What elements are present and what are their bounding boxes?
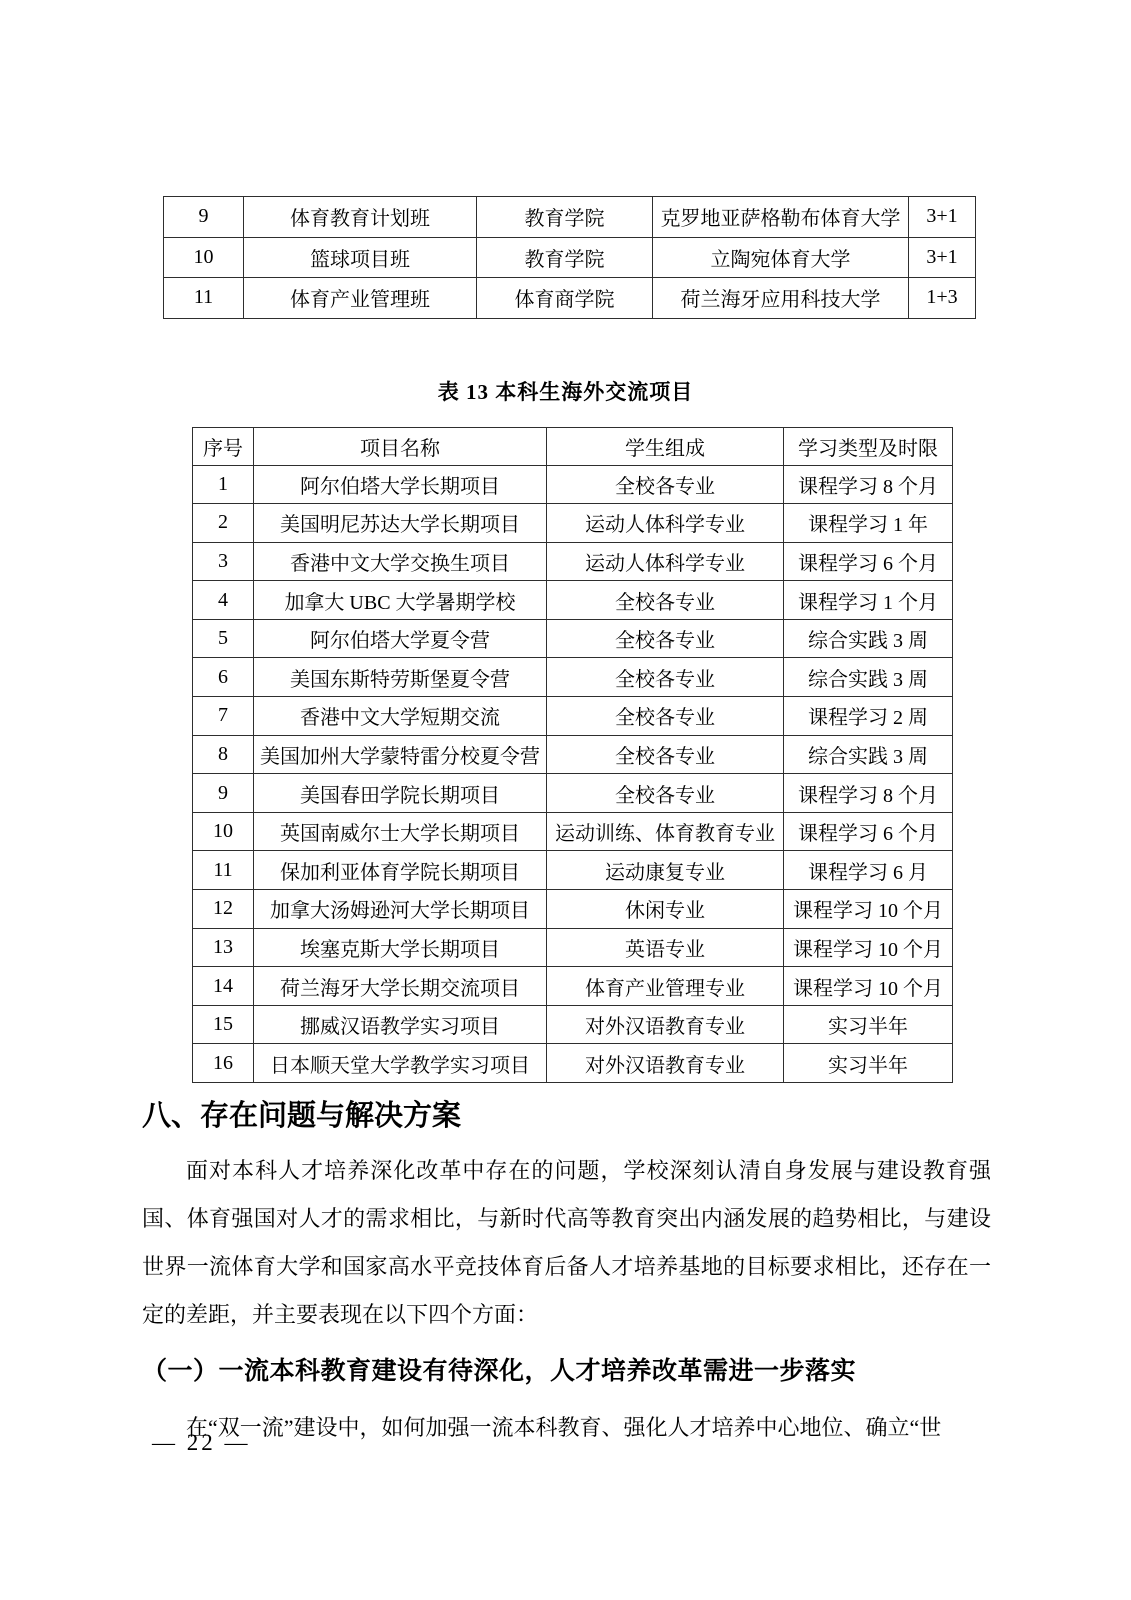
table-row	[193, 967, 953, 1006]
table-cell: 实习半年	[784, 1044, 953, 1083]
table-cell: 学生组成	[547, 428, 784, 466]
table-row	[193, 581, 953, 620]
table-cell: 保加利亚体育学院长期项目	[254, 851, 547, 890]
table-cell: 日本顺天堂大学教学实习项目	[254, 1044, 547, 1083]
table-cell: 美国明尼苏达大学长期项目	[254, 504, 547, 543]
table-cell: 课程学习 10 个月	[784, 890, 953, 929]
table-header-row	[193, 428, 953, 466]
table-cell: 4	[193, 581, 254, 620]
table-row	[193, 504, 953, 543]
table-cell: 运动人体科学专业	[547, 504, 784, 543]
table-row	[193, 697, 953, 736]
table-cell: 2	[193, 504, 254, 543]
table-cell: 课程学习 1 年	[784, 504, 953, 543]
table-cell: 体育产业管理专业	[547, 967, 784, 1006]
table-cell: 全校各专业	[547, 581, 784, 620]
table-cell: 美国东斯特劳斯堡夏令营	[254, 658, 547, 697]
table-cell: 3	[193, 542, 254, 581]
table-cell: 课程学习 8 个月	[784, 465, 953, 504]
table-row	[164, 237, 976, 278]
exchange-class-table	[163, 196, 976, 319]
table-cell: 加拿大汤姆逊河大学长期项目	[254, 890, 547, 929]
table-row	[193, 735, 953, 774]
overseas-program-table-head	[193, 428, 953, 466]
table-cell: 美国加州大学蒙特雷分校夏令营	[254, 735, 547, 774]
table-row	[193, 658, 953, 697]
table-cell: 运动康复专业	[547, 851, 784, 890]
table-cell: 教育学院	[477, 197, 653, 238]
section-eight	[142, 1098, 991, 1452]
table-cell: 10	[164, 237, 244, 278]
table-cell: 荷兰海牙大学长期交流项目	[254, 967, 547, 1006]
table-cell: 课程学习 6 个月	[784, 812, 953, 851]
table-cell: 3+1	[909, 237, 976, 278]
table-row	[193, 812, 953, 851]
table-cell: 香港中文大学短期交流	[254, 697, 547, 736]
table-cell: 3+1	[909, 197, 976, 238]
table-cell: 学习类型及时限	[784, 428, 953, 466]
table-cell: 全校各专业	[547, 735, 784, 774]
table-cell: 休闲专业	[547, 890, 784, 929]
table-row	[193, 928, 953, 967]
table-cell: 9	[193, 774, 254, 813]
table-cell: 综合实践 3 周	[784, 658, 953, 697]
table-cell: 15	[193, 1005, 254, 1044]
table-cell: 课程学习 2 周	[784, 697, 953, 736]
table-cell: 13	[193, 928, 254, 967]
table-cell: 美国春田学院长期项目	[254, 774, 547, 813]
table-cell: 实习半年	[784, 1005, 953, 1044]
table-cell: 体育教育计划班	[244, 197, 477, 238]
exchange-class-table-body	[164, 197, 976, 319]
table-cell: 挪威汉语教学实习项目	[254, 1005, 547, 1044]
table-cell: 7	[193, 697, 254, 736]
table-row	[193, 774, 953, 813]
table-cell: 英国南威尔士大学长期项目	[254, 812, 547, 851]
table-cell: 英语专业	[547, 928, 784, 967]
table-cell: 全校各专业	[547, 697, 784, 736]
table-cell: 综合实践 3 周	[784, 619, 953, 658]
table-row	[193, 1044, 953, 1083]
table-cell: 对外汉语教育专业	[547, 1044, 784, 1083]
table-cell: 1	[193, 465, 254, 504]
table-cell: 10	[193, 812, 254, 851]
overseas-program-table	[192, 427, 953, 1083]
table-cell: 阿尔伯塔大学夏令营	[254, 619, 547, 658]
table-row	[193, 851, 953, 890]
table-cell: 体育商学院	[477, 278, 653, 319]
table-cell: 8	[193, 735, 254, 774]
table13-title: 表 13 本科生海外交流项目	[437, 380, 694, 404]
table-cell: 香港中文大学交换生项目	[254, 542, 547, 581]
table-cell: 9	[164, 197, 244, 238]
table-cell: 阿尔伯塔大学长期项目	[254, 465, 547, 504]
section-paragraph-2: 在“双一流”建设中，如何加强一流本科教育、强化人才培养中心地位、确立“世	[186, 1415, 942, 1440]
table-cell: 运动训练、体育教育专业	[547, 812, 784, 851]
table-cell: 11	[164, 278, 244, 319]
table-cell: 课程学习 6 月	[784, 851, 953, 890]
table-cell: 5	[193, 619, 254, 658]
table-cell: 教育学院	[477, 237, 653, 278]
table-cell: 埃塞克斯大学长期项目	[254, 928, 547, 967]
table-cell: 1+3	[909, 278, 976, 319]
table-cell: 16	[193, 1044, 254, 1083]
table-cell: 运动人体科学专业	[547, 542, 784, 581]
table-row	[193, 619, 953, 658]
section-paragraph-1: 面对本科人才培养深化改革中存在的问题，学校深刻认清自身发展与建设教育强国、体育强国对人才的需求相比，与新时代高等教育突出内涵发展的趋势相比，与建设世界一流体育大学和国家高水平竞技体育后备人才培养基地的目标要求相比，还存在一定的差距，并主要表现在以下四个方面：	[142, 1158, 991, 1327]
table-cell: 对外汉语教育专业	[547, 1005, 784, 1044]
table-cell: 加拿大 UBC 大学暑期学校	[254, 581, 547, 620]
table-row	[164, 197, 976, 238]
table-cell: 6	[193, 658, 254, 697]
section-heading: 八、存在问题与解决方案	[142, 1100, 462, 1132]
table-row	[193, 890, 953, 929]
table-cell: 序号	[193, 428, 254, 466]
overseas-program-table-body	[193, 465, 953, 1083]
table-row	[193, 1005, 953, 1044]
table-cell: 14	[193, 967, 254, 1006]
table-cell: 11	[193, 851, 254, 890]
table-cell: 课程学习 10 个月	[784, 928, 953, 967]
table-cell: 体育产业管理班	[244, 278, 477, 319]
table-cell: 全校各专业	[547, 465, 784, 504]
table-cell: 克罗地亚萨格勒布体育大学	[653, 197, 909, 238]
table-cell: 课程学习 10 个月	[784, 967, 953, 1006]
table-cell: 课程学习 6 个月	[784, 542, 953, 581]
table-row	[164, 278, 976, 319]
subsection-heading: （一）一流本科教育建设有待深化，人才培养改革需进一步落实	[142, 1357, 857, 1385]
table-row	[193, 542, 953, 581]
page-number: — 22 —	[152, 1430, 251, 1455]
table-cell: 12	[193, 890, 254, 929]
table-row	[193, 465, 953, 504]
table-cell: 立陶宛体育大学	[653, 237, 909, 278]
table-cell: 荷兰海牙应用科技大学	[653, 278, 909, 319]
table-cell: 全校各专业	[547, 774, 784, 813]
table-cell: 项目名称	[254, 428, 547, 466]
table-cell: 综合实践 3 周	[784, 735, 953, 774]
table-cell: 全校各专业	[547, 658, 784, 697]
table-cell: 全校各专业	[547, 619, 784, 658]
table-cell: 课程学习 1 个月	[784, 581, 953, 620]
table-cell: 篮球项目班	[244, 237, 477, 278]
table-cell: 课程学习 8 个月	[784, 774, 953, 813]
